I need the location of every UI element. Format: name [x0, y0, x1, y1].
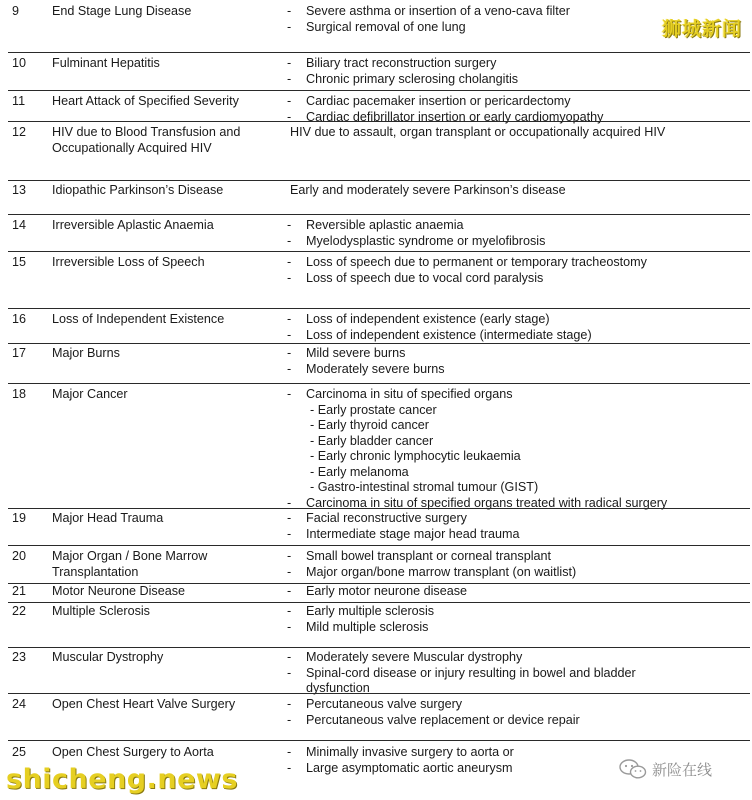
bullet-dash: - — [287, 19, 292, 34]
condition-item — [287, 565, 747, 581]
item-text: Percutaneous valve surgery — [306, 697, 463, 711]
condition-name — [52, 549, 282, 580]
item-text: Percutaneous valve replacement or device repair — [306, 712, 580, 727]
condition-name-line: Irreversible Aplastic Anaemia — [52, 218, 214, 232]
condition-name — [52, 584, 282, 600]
condition-name-line: Motor Neurone Disease — [52, 584, 185, 598]
item-text: Loss of speech due to vocal cord paralysis — [306, 270, 544, 285]
bullet-dash: - — [287, 233, 292, 248]
row-divider — [8, 251, 750, 252]
bullet-dash: - — [287, 511, 292, 525]
condition-name-line: Major Cancer — [52, 387, 128, 401]
row-divider — [8, 343, 750, 344]
condition-name — [52, 56, 282, 72]
item-text: - Early prostate cancer — [310, 402, 437, 417]
early-stage-conditions — [287, 56, 747, 87]
condition-item — [287, 713, 747, 729]
bullet-dash: - — [287, 665, 292, 680]
item-text: Carcinoma in situ of specified organs treated with radical surgery — [306, 495, 668, 510]
condition-item — [287, 72, 747, 88]
row-divider — [8, 90, 750, 91]
row-number: 22 — [12, 604, 27, 618]
item-text: Mild severe burns — [306, 346, 406, 360]
early-stage-conditions — [287, 346, 747, 377]
watermark-top-right: 狮城新闻 — [661, 18, 742, 40]
row-divider — [8, 214, 750, 215]
bullet-dash: - — [287, 109, 292, 124]
row-number: 25 — [12, 745, 27, 759]
sub-item — [287, 480, 747, 496]
row-number: 12 — [12, 125, 27, 139]
condition-name — [52, 697, 282, 713]
condition-name — [52, 255, 282, 271]
bullet-dash: - — [287, 255, 292, 269]
row-divider — [8, 508, 750, 509]
condition-item — [287, 234, 747, 250]
condition-name — [52, 346, 282, 362]
bullet-dash: - — [287, 760, 292, 775]
bullet-dash: - — [287, 312, 292, 326]
early-stage-conditions — [287, 584, 747, 600]
sub-item — [287, 449, 747, 465]
early-stage-conditions — [287, 218, 747, 249]
sub-item — [287, 403, 747, 419]
bullet-dash: - — [287, 549, 292, 563]
condition-name-line: Occupationally Acquired HIV — [52, 140, 212, 155]
bullet-dash: - — [287, 745, 292, 759]
row-number: 24 — [12, 697, 27, 711]
condition-name-line: Fulminant Hepatitis — [52, 56, 160, 70]
bullet-dash: - — [287, 4, 292, 18]
condition-item — [287, 681, 747, 697]
row-divider — [8, 383, 750, 384]
bullet-dash: - — [287, 584, 292, 598]
condition-name — [52, 183, 282, 199]
condition-name — [52, 745, 282, 761]
condition-item — [287, 312, 747, 328]
item-text: Major organ/bone marrow transplant (on waitlist) — [306, 564, 577, 579]
condition-item — [287, 255, 747, 271]
condition-name — [52, 94, 282, 110]
item-text: Moderately severe burns — [306, 361, 445, 376]
early-stage-conditions — [287, 312, 747, 343]
bullet-dash: - — [287, 495, 292, 510]
early-stage-conditions — [287, 549, 747, 580]
row-number: 20 — [12, 549, 27, 563]
condition-item — [287, 387, 747, 403]
item-text: - Early thyroid cancer — [310, 418, 429, 432]
condition-name-line: Major Burns — [52, 346, 120, 360]
item-text: - Early melanoma — [310, 464, 409, 479]
condition-item — [287, 511, 747, 527]
condition-name-line: Heart Attack of Specified Severity — [52, 94, 239, 108]
bullet-dash: - — [287, 327, 292, 342]
item-text: Small bowel transplant or corneal transplant — [306, 549, 552, 563]
item-text: dysfunction — [306, 681, 370, 695]
item-text: Surgical removal of one lung — [306, 19, 466, 34]
condition-item — [287, 604, 747, 620]
item-text: Mild multiple sclerosis — [306, 619, 429, 634]
wechat-icon — [618, 758, 648, 780]
row-divider — [8, 693, 750, 694]
condition-name — [52, 218, 282, 234]
condition-item — [287, 56, 747, 72]
watermark-bottom-left: shicheng.news — [6, 764, 238, 795]
row-divider — [8, 545, 750, 546]
condition-name-line: Open Chest Surgery to Aorta — [52, 745, 214, 759]
condition-item — [287, 527, 747, 543]
early-stage-conditions — [287, 255, 747, 286]
condition-item — [287, 666, 747, 682]
early-stage-conditions — [287, 125, 747, 141]
condition-item — [287, 110, 747, 126]
row-number: 19 — [12, 511, 27, 525]
row-number: 10 — [12, 56, 27, 70]
bullet-dash: - — [287, 564, 292, 579]
item-text: Cardiac pacemaker insertion or pericardectomy — [306, 94, 571, 108]
condition-item — [287, 183, 747, 199]
item-text: Minimally invasive surgery to aorta or — [306, 745, 514, 759]
bullet-dash: - — [287, 56, 292, 70]
bullet-dash: - — [287, 712, 292, 727]
condition-name-line: Muscular Dystrophy — [52, 650, 164, 664]
bullet-dash: - — [287, 650, 292, 664]
condition-name — [52, 511, 282, 527]
condition-item — [287, 549, 747, 565]
condition-item — [287, 328, 747, 344]
item-text: Loss of independent existence (intermediate stage) — [306, 327, 592, 342]
bullet-dash: - — [287, 346, 292, 360]
condition-name — [52, 650, 282, 666]
item-text: Cardiac defibrillator insertion or early cardiomyopathy — [306, 109, 604, 124]
condition-name-line: Major Organ / Bone Marrow — [52, 549, 208, 563]
row-divider — [8, 52, 750, 53]
bullet-dash: - — [287, 697, 292, 711]
condition-item — [287, 650, 747, 666]
condition-name-line: Transplantation — [52, 564, 139, 579]
early-stage-conditions — [287, 650, 747, 697]
row-divider — [8, 180, 750, 181]
row-number: 11 — [12, 94, 26, 108]
row-divider — [8, 602, 750, 603]
condition-item — [287, 94, 747, 110]
row-number: 23 — [12, 650, 27, 664]
item-text: Reversible aplastic anaemia — [306, 218, 464, 232]
row-number: 14 — [12, 218, 27, 232]
condition-name-line: Open Chest Heart Valve Surgery — [52, 697, 236, 711]
item-text: Severe asthma or insertion of a veno-cava filter — [306, 4, 570, 18]
item-text: Early motor neurone disease — [306, 584, 468, 598]
item-text: - Early chronic lymphocytic leukaemia — [310, 449, 521, 463]
condition-item — [287, 697, 747, 713]
condition-item — [287, 362, 747, 378]
row-divider — [8, 740, 750, 741]
watermark-bottom-right-text: 新险在线 — [652, 760, 713, 779]
bullet-dash: - — [287, 270, 292, 285]
bullet-dash: - — [287, 218, 292, 232]
item-text: Carcinoma in situ of specified organs — [306, 387, 513, 401]
condition-name — [52, 4, 282, 20]
row-number: 9 — [12, 4, 20, 18]
bullet-dash: - — [287, 361, 292, 376]
item-text: Early multiple sclerosis — [306, 604, 435, 618]
item-text: Early and moderately severe Parkinson’s disease — [290, 183, 566, 197]
bullet-dash: - — [287, 387, 292, 401]
bullet-dash: - — [287, 71, 292, 86]
row-divider — [8, 647, 750, 648]
row-divider — [8, 121, 750, 122]
condition-item — [287, 346, 747, 362]
item-text: Biliary tract reconstruction surgery — [306, 56, 497, 70]
early-stage-conditions — [287, 511, 747, 542]
condition-name — [52, 125, 282, 156]
condition-name-line: HIV due to Blood Transfusion and — [52, 125, 241, 139]
condition-item — [287, 125, 747, 141]
condition-name-line: End Stage Lung Disease — [52, 4, 192, 18]
item-text: - Early bladder cancer — [310, 433, 434, 448]
item-text: Large asymptomatic aortic aneurysm — [306, 760, 513, 775]
row-number: 17 — [12, 346, 27, 360]
row-divider — [8, 308, 750, 309]
item-text: Chronic primary sclerosing cholangitis — [306, 71, 519, 86]
sub-item — [287, 434, 747, 450]
row-number: 15 — [12, 255, 27, 269]
item-text: Moderately severe Muscular dystrophy — [306, 650, 523, 664]
condition-name-line: Irreversible Loss of Speech — [52, 255, 205, 269]
item-text: Facial reconstructive surgery — [306, 511, 467, 525]
early-stage-conditions — [287, 183, 747, 199]
condition-item — [287, 620, 747, 636]
condition-item — [287, 218, 747, 234]
row-number: 18 — [12, 387, 27, 401]
bullet-dash: - — [287, 619, 292, 634]
condition-name — [52, 387, 282, 403]
row-number: 13 — [12, 183, 27, 197]
condition-item — [287, 584, 747, 600]
early-stage-conditions — [287, 697, 747, 728]
sub-item — [287, 465, 747, 481]
row-number: 21 — [12, 584, 27, 598]
bullet-dash: - — [287, 526, 292, 541]
early-stage-conditions — [287, 604, 747, 635]
bullet-dash: - — [287, 94, 292, 108]
item-text: Spinal-cord disease or injury resulting in bowel and bladder — [306, 665, 636, 680]
item-text: - Gastro-intestinal stromal tumour (GIST) — [310, 480, 539, 494]
item-text: Intermediate stage major head trauma — [306, 526, 520, 541]
item-text: Loss of independent existence (early stage) — [306, 312, 550, 326]
condition-item — [287, 271, 747, 287]
condition-name-line: Loss of Independent Existence — [52, 312, 225, 326]
row-number: 16 — [12, 312, 27, 326]
condition-name — [52, 604, 282, 620]
sub-item — [287, 418, 747, 434]
row-divider — [8, 583, 750, 584]
condition-name — [52, 312, 282, 328]
watermark-bottom-right — [618, 758, 712, 780]
item-text: HIV due to assault, organ transplant or occupationally acquired HIV — [290, 125, 666, 139]
condition-name-line: Multiple Sclerosis — [52, 604, 150, 618]
item-text: Loss of speech due to permanent or temporary tracheostomy — [306, 255, 647, 269]
bullet-dash: - — [287, 604, 292, 618]
early-stage-conditions — [287, 387, 747, 511]
condition-name-line: Major Head Trauma — [52, 511, 164, 525]
condition-name-line: Idiopathic Parkinson’s Disease — [52, 183, 224, 197]
item-text: Myelodysplastic syndrome or myelofibrosis — [306, 233, 546, 248]
